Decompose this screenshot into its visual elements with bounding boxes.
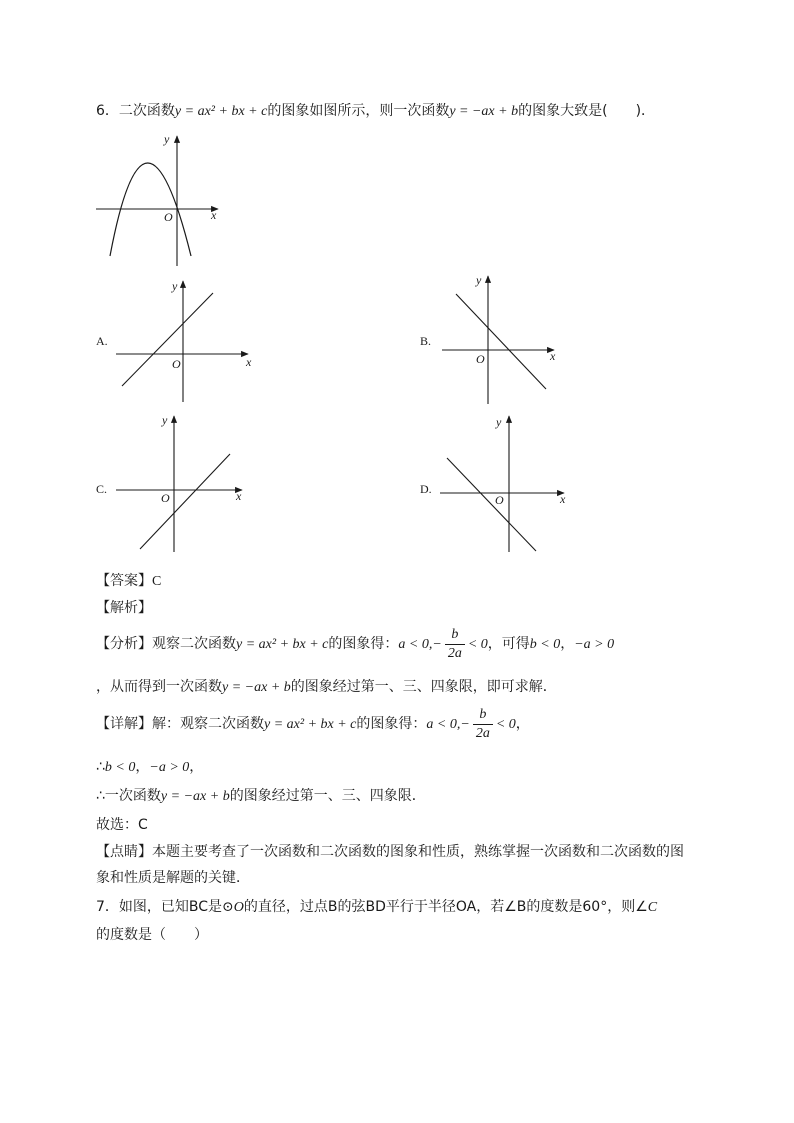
option-b-graph[interactable]	[436, 272, 586, 406]
x-axis-label: x	[246, 355, 252, 369]
analysis-tag: 【解析】	[96, 600, 152, 616]
q6-quadratic-expr: y = ax² + bx + c	[174, 104, 268, 119]
y-axis-label: y	[164, 132, 170, 146]
linear-graph-line	[456, 294, 546, 389]
option-c-graph[interactable]	[112, 412, 262, 554]
linear-graph-line	[122, 293, 213, 386]
option-a-graph[interactable]	[112, 276, 262, 406]
y-axis-label: y	[496, 415, 502, 429]
q7-line-1: 7．如图，已知BC是⊙O的直径，过点B的弦BD平行于半径OA，若∠B的度数是60°，则∠C	[96, 899, 658, 915]
option-b-label[interactable]: B.	[420, 334, 432, 348]
fenxi-quad-expr: y = ax² + bx + c	[236, 637, 329, 652]
circle-symbol: ⊙	[222, 900, 234, 915]
fenxi-fraction: $\frac{b}{2a}$	[445, 626, 465, 663]
xiangjie-line-3: ∴一次函数y = −ax + b的图象经过第一、三、四象限．	[96, 788, 426, 804]
xiangjie-tag: 【详解】	[96, 716, 152, 732]
xiangjie-linear-expr: y = −ax + b	[160, 789, 230, 804]
fenxi-linear-expr: y = −ax + b	[222, 680, 291, 695]
q6-number: 6．	[96, 103, 119, 119]
answer-line	[96, 570, 161, 590]
xiangjie-line-1: 【详解】解：观察二次函数y = ax² + bx + c的图象得：a < 0,− $\frac{b}{2a}$ < 0，	[96, 706, 530, 741]
answer-tag: 【答案】	[96, 573, 152, 589]
fenxi-line-2: ，从而得到一次函数y = −ax + b的图象经过第一、三、四象限，即可求解．	[96, 679, 557, 695]
q6-linear-expr: y = −ax + b	[449, 104, 519, 119]
answer-value: C	[152, 574, 162, 589]
parabola-graph	[90, 128, 230, 268]
choice-line: 故选：C	[96, 817, 148, 833]
dianjing-line-1: 【点睛】本题主要考查了一次函数和二次函数的图象和性质，熟练掌握一次函数和二次函数的图	[96, 844, 684, 860]
option-d-graph[interactable]	[436, 412, 586, 554]
xiangjie-line-2: ∴b < 0，−a > 0，	[96, 759, 204, 775]
dianjing-line-2: 象和性质是解题的关键．	[96, 870, 250, 886]
option-d-label[interactable]: D.	[420, 482, 432, 496]
origin-label: O	[495, 493, 504, 507]
linear-graph-line	[140, 454, 230, 549]
y-axis-label: y	[162, 413, 168, 427]
xiangjie-fraction: $\frac{b}{2a}$	[473, 706, 493, 743]
origin-label: O	[161, 491, 170, 505]
x-axis-label: x	[211, 208, 217, 222]
xiangjie-quad-expr: y = ax² + bx + c	[264, 717, 357, 732]
x-axis-label: x	[236, 489, 242, 503]
origin-label: O	[476, 352, 485, 366]
fenxi-tag: 【分析】	[96, 636, 152, 652]
q6-text-b: 的图象如图所示，则一次函数	[267, 103, 450, 119]
dianjing-tag: 【点睛】	[96, 844, 152, 860]
origin-label: O	[164, 210, 173, 224]
y-axis-label: y	[476, 273, 482, 287]
x-axis-label: x	[550, 349, 556, 363]
x-axis-label: x	[560, 492, 566, 506]
linear-graph-line	[447, 458, 536, 551]
q6-text-a: 二次函数	[118, 103, 175, 119]
q6-stem	[96, 100, 655, 120]
y-axis-label: y	[172, 279, 178, 293]
option-c-label[interactable]: C.	[96, 482, 108, 496]
q6-text-c: 的图象大致是( )．	[518, 103, 656, 119]
fenxi-line-1: 【分析】观察二次函数y = ax² + bx + c的图象得：a < 0,− $\frac{b}{2a}$ < 0，可得b < 0，−a > 0	[96, 626, 615, 661]
q7-line-2: 的度数是（ ）	[96, 927, 208, 943]
option-a-label[interactable]: A.	[96, 334, 108, 348]
origin-label: O	[172, 357, 181, 371]
